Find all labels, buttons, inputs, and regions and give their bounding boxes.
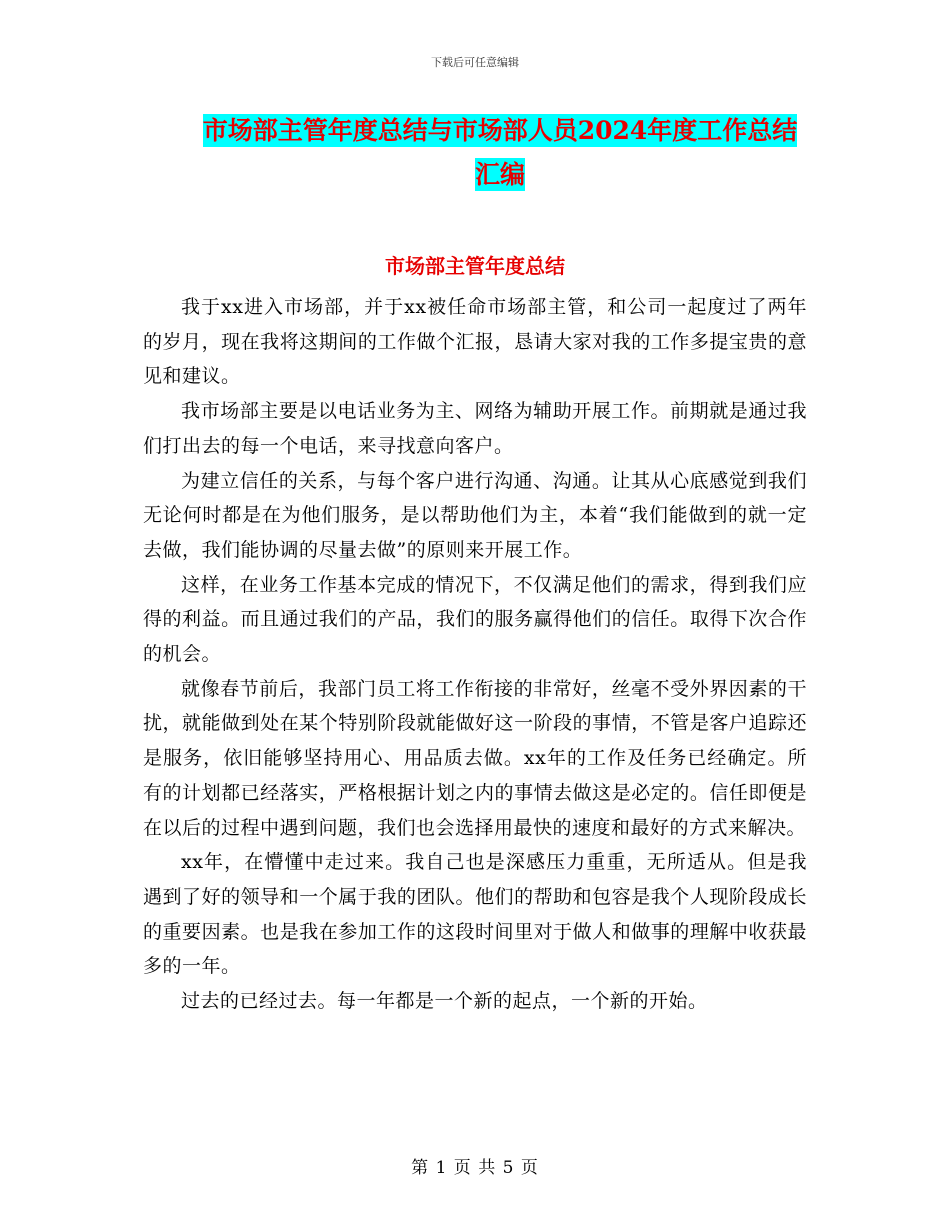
paragraph: 为建立信任的关系，与每个客户进行沟通、沟通。让其从心底感觉到我们无论何时都是在为他们服务，是以帮助他们为主，本着“我们能做到的就一定去做，我们能协调的尽量去做”的原则来开展工作。 bbox=[143, 469, 807, 561]
page-number: 第 1 页 共 5 页 bbox=[411, 1158, 539, 1178]
section-title: 市场部主管年度总结 bbox=[385, 254, 565, 278]
title-line-1: 市场部主管年度总结与市场部人员2024年度工作总结 bbox=[202, 116, 798, 145]
header-note: 下载后可任意编辑 bbox=[431, 56, 519, 69]
paragraph: 我市场部主要是以电话业务为主、网络为辅助开展工作。前期就是通过我们打出去的每一个电话，来寻找意向客户。 bbox=[143, 400, 807, 457]
title-line-2: 汇编 bbox=[474, 160, 525, 189]
document-body bbox=[143, 290, 807, 1019]
paragraph: 这样，在业务工作基本完成的情况下，不仅满足他们的需求，得到我们应得的利益。而且通过我们的产品，我们的服务赢得他们的信任。取得下次合作的机会。 bbox=[143, 573, 807, 666]
paragraph: 我于xx进入市场部，并于xx被任命市场部主管，和公司一起度过了两年的岁月，现在我将这期间的工作做个汇报，恳请大家对我的工作多提宝贵的意见和建议。 bbox=[143, 296, 807, 388]
document-title bbox=[140, 109, 860, 197]
paragraph: 就像春节前后，我部门员工将工作衔接的非常好，丝毫不受外界因素的干扰，就能做到处在某个特别阶段就能做好这一阶段的事情，不管是客户追踪还是服务，依旧能够坚持用心、用品质去做。xx年的工作及任务已经确定。所有的计划都已经落实，严格根据计划之内的事情去做这是必定的。信任即便是在以后的过程中遇到问题，我们也会选择用最快的速度和最好的方式来解决。 bbox=[143, 677, 807, 839]
paragraph: xx年，在懵懂中走过来。我自己也是深感压力重重，无所适从。但是我遇到了好的领导和一个属于我的团队。他们的帮助和包容是我个人现阶段成长的重要因素。也是我在参加工作的这段时间里对于做人和做事的理解中收获最多的一年。 bbox=[143, 851, 807, 978]
paragraph: 过去的已经过去。每一年都是一个新的起点，一个新的开始。 bbox=[181, 990, 708, 1013]
